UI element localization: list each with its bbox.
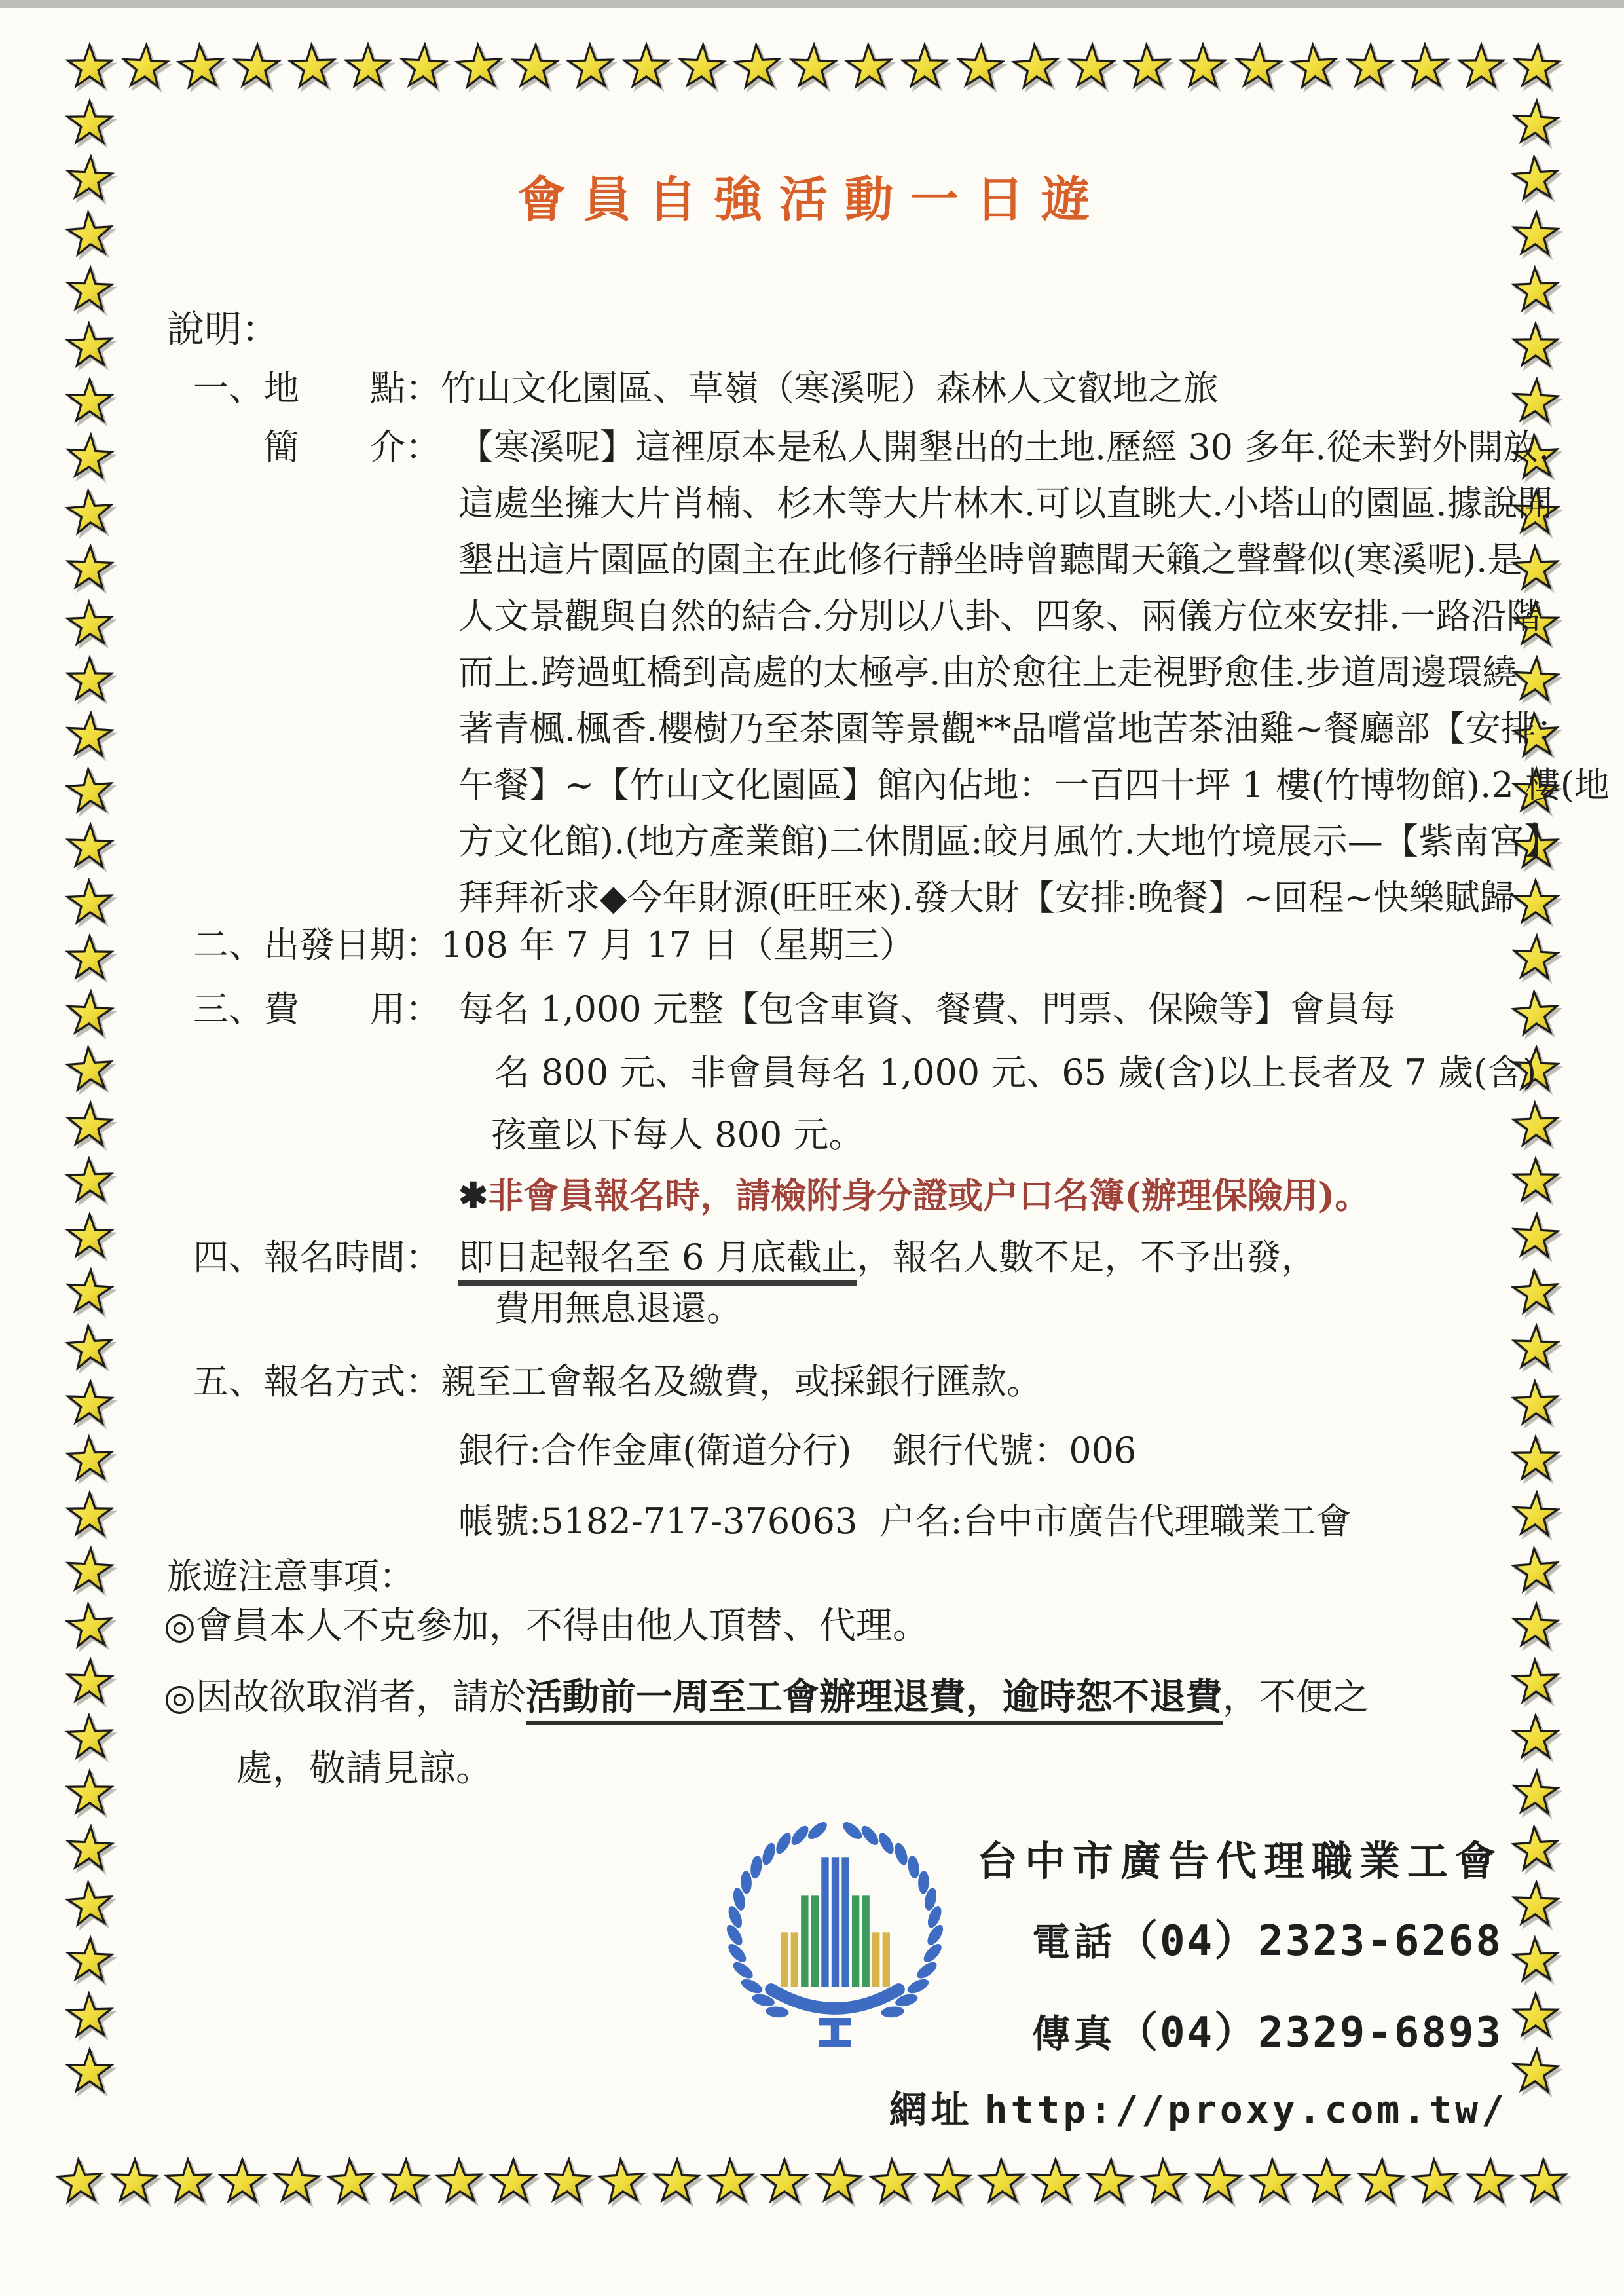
star-icon [1511, 1879, 1561, 1930]
star-icon [1510, 932, 1561, 983]
star-icon [64, 1878, 116, 1930]
star-icon [65, 933, 114, 982]
star-icon [64, 431, 115, 482]
star-icon [65, 543, 115, 593]
star-icon [1510, 1823, 1562, 1875]
star-icon [287, 41, 338, 92]
star-icon [900, 42, 949, 90]
star-icon [1510, 375, 1561, 426]
star-icon [976, 2156, 1027, 2207]
star-icon [232, 41, 282, 92]
star-icon [1519, 2156, 1569, 2207]
star-icon [813, 2155, 864, 2207]
fax-row [1032, 1999, 1503, 2059]
star-icon [65, 1434, 115, 1484]
intro-label: 簡 介： [193, 426, 441, 468]
note2-suffix: ，不便之 [1222, 1676, 1369, 1719]
star-icon [1510, 1266, 1562, 1318]
note-item-2-line2: 處，敬請見諒。 [236, 1747, 492, 1790]
star-icon [1511, 1991, 1560, 2040]
star-icon [1084, 2155, 1135, 2207]
star-icon [109, 2156, 160, 2207]
star-icon [380, 2156, 431, 2207]
intro-line: 這處坐擁大片肖楠、杉木等大片林木.可以直眺大.小塔山的園區.據說開 [458, 483, 1553, 524]
notes-header: 旅遊注意事項： [167, 1556, 415, 1597]
star-icon [65, 1100, 115, 1150]
phone-label: 電話 [1032, 1920, 1116, 1964]
note-item-2 [164, 1674, 1369, 1721]
star-icon [1511, 1713, 1560, 1761]
row-location [193, 365, 1219, 411]
star-icon [1289, 41, 1340, 92]
note-item-1: ◎會員本人不克參加，不得由他人頂替、代理。 [164, 1605, 929, 1647]
bank-code: 銀行代號：006 [892, 1430, 1137, 1471]
star-icon [1510, 2045, 1561, 2097]
star-icon [54, 2155, 106, 2207]
star-icon [398, 41, 449, 92]
star-icon [64, 1266, 115, 1317]
star-icon [64, 1600, 116, 1652]
star-icon [788, 41, 839, 92]
star-icon [1356, 2155, 1407, 2207]
star-icon [542, 2155, 593, 2207]
star-icon [434, 2156, 485, 2207]
star-icon [64, 709, 115, 760]
star-icon [64, 1043, 116, 1095]
intro-lines [458, 424, 1610, 931]
star-icon [65, 98, 114, 147]
phone-number: （04）2323-6268 [1116, 1917, 1503, 1966]
asterisk-icon: ✱ [458, 1174, 489, 1216]
star-icon [1247, 2156, 1298, 2207]
bank-line2 [458, 1499, 1352, 1544]
star-icon [652, 2156, 702, 2207]
fee-label: 三、費 用： [193, 988, 441, 1030]
star-icon [1139, 2155, 1190, 2207]
star-icon [64, 1544, 115, 1595]
star-icon [622, 42, 671, 90]
logo-base-arc [771, 1989, 899, 2008]
bank-account: 帳號:5182-717-376063 [458, 1501, 858, 1542]
signup-time-label: 四、報名時間： [193, 1237, 441, 1278]
star-icon [65, 1935, 115, 1985]
star-icon [566, 41, 616, 92]
star-icon [1122, 41, 1173, 92]
star-icon [1510, 988, 1562, 1039]
deadline-rest: ，報名人數不足，不予出發， [857, 1237, 1317, 1278]
insurance-note-text: 非會員報名時，請檢附身分證或户口名簿(辦理保險用)。 [488, 1174, 1371, 1216]
star-icon [175, 41, 227, 92]
star-icon [1233, 41, 1284, 92]
star-icon [65, 1155, 115, 1206]
star-icon [676, 41, 728, 92]
star-icon [65, 1768, 114, 1817]
star-icon [120, 41, 171, 92]
star-icon [64, 988, 115, 1039]
star-icon [65, 655, 114, 703]
location-label: 一、地 點： [193, 367, 441, 409]
star-icon [1457, 42, 1505, 90]
star-icon [1511, 1100, 1561, 1150]
star-icon [923, 2156, 973, 2207]
fee-line1: 每名 1,000 元整【包含車資、餐費、門票、保險等】會員每 [458, 988, 1395, 1030]
star-icon [218, 2157, 267, 2205]
star-icon [1511, 1156, 1560, 1204]
intro-line: 人文景觀與自然的結合.分別以八卦、四象、兩儀方位來安排.一路沿階 [458, 595, 1542, 637]
star-icon [65, 42, 114, 90]
website-url: http://proxy.com.tw/ [984, 2087, 1507, 2132]
star-icon [454, 41, 506, 92]
star-icon [1511, 321, 1560, 369]
star-icon [1401, 41, 1451, 92]
row-date [193, 922, 915, 968]
star-icon [271, 2155, 322, 2207]
star-icon [955, 41, 1006, 92]
star-icon [1465, 2156, 1515, 2207]
signup-time-line1 [458, 1235, 1317, 1280]
org-name: 台中市廣告代理職業工會 [976, 1837, 1503, 1885]
note2-prefix: ◎因故欲取消者，請於 [164, 1676, 526, 1719]
star-icon [1510, 97, 1561, 148]
star-icon [1179, 42, 1227, 90]
star-icon [1345, 41, 1395, 92]
star-icon [344, 42, 392, 90]
union-logo [712, 1816, 957, 2074]
logo-base-glyph [819, 2018, 851, 2047]
star-icon [1511, 1656, 1561, 1707]
star-icon [65, 320, 115, 371]
date-label: 二、出發日期： [193, 924, 441, 965]
star-icon [1194, 2156, 1244, 2207]
fee-line2: 名 800 元、非會員每名 1,000 元、65 歲(含)以上長者及 7 歲(含) [494, 1052, 1537, 1093]
bank-line1 [458, 1428, 1136, 1474]
website-label: 網址 [889, 2087, 973, 2132]
star-icon [65, 1712, 115, 1763]
bank-account-name: 户名:台中市廣告代理職業工會 [879, 1501, 1352, 1542]
note2-underlined: 活動前一周至工會辦理退費，逾時恕不退費 [526, 1675, 1223, 1725]
bank-name: 銀行:合作金庫(衛道分行) [458, 1430, 852, 1471]
star-icon [65, 377, 114, 425]
intro-line: 方文化館).(地方產業館)二休閒區:皎月風竹.大地竹境展示—【紫南宮】 [458, 821, 1560, 862]
star-icon [65, 2047, 114, 2095]
star-icon [64, 487, 116, 538]
row-method [193, 1359, 1042, 1405]
star-icon [760, 2157, 809, 2205]
intro-line: 【寒溪呢】這裡原本是私人開墾出的土地.歷經 30 多年.從未對外開放. [458, 426, 1550, 468]
method-label: 五、報名方式： [193, 1361, 441, 1402]
star-icon [732, 41, 784, 92]
intro-line: 墾出這片園區的園主在此修行靜坐時曾聽聞天籟之聲聲似(寒溪呢).是 [458, 539, 1523, 580]
star-icon [65, 1490, 114, 1539]
star-icon [510, 41, 561, 92]
star-icon [65, 1378, 115, 1428]
star-icon [1010, 41, 1062, 92]
location-text: 竹山文化園區、草嶺（寒溪呢）森林人文叡地之旅 [441, 367, 1219, 409]
intro-line: 午餐】~【竹山文化園區】館內佔地：一百四十坪 1 樓(竹博物館).2 樓(地 [458, 764, 1610, 806]
star-icon [1410, 2155, 1462, 2207]
intro-line: 而上.跨過虹橋到高處的太極亭.由於愈往上走視野愈佳.步道周邊環繞 [458, 652, 1518, 693]
star-icon [1511, 265, 1561, 315]
intro-line: 著青楓.楓香.櫻樹乃至茶園等景觀**品嚐當地苦茶油雞~餐廳部【安排： [458, 708, 1572, 749]
star-icon [65, 599, 115, 649]
star-icon [65, 265, 115, 315]
page-title: 會員自強活動一日遊 [517, 172, 1107, 228]
star-icon [65, 1990, 115, 2041]
star-icon [489, 2157, 538, 2205]
star-icon [65, 1656, 115, 1707]
star-icon [1511, 1378, 1561, 1428]
signup-time-line2: 費用無息退還。 [494, 1288, 742, 1329]
star-icon [65, 877, 115, 927]
star-icon [65, 821, 115, 872]
fax-label: 傳真 [1032, 2011, 1116, 2056]
phone-row [1032, 1907, 1503, 1968]
logo-bars [781, 1857, 890, 1987]
star-icon [1511, 1322, 1561, 1373]
star-icon [868, 2155, 919, 2207]
star-icon [325, 2155, 377, 2207]
star-icon [1067, 41, 1117, 92]
star-icon [1510, 1544, 1562, 1596]
star-icon [1031, 2157, 1080, 2205]
date-text: 108 年 7 月 17 日（星期三） [441, 924, 915, 965]
star-icon [705, 2156, 756, 2207]
fee-line3: 孩童以下每人 800 元。 [491, 1114, 864, 1155]
website-row [889, 2079, 1507, 2134]
method-text: 親至工會報名及繳費，或採銀行匯款。 [441, 1361, 1042, 1402]
star-icon [1510, 1210, 1561, 1261]
fax-number: （04）2329-6893 [1116, 2009, 1503, 2057]
star-icon [64, 1322, 116, 1373]
star-icon [1511, 1601, 1561, 1651]
star-icon [1302, 2157, 1351, 2205]
star-icon [1511, 1434, 1560, 1483]
star-icon [163, 2156, 213, 2207]
star-icon [64, 1823, 115, 1874]
star-icon [64, 765, 116, 817]
insurance-note [458, 1172, 1370, 1219]
star-icon [1511, 41, 1562, 92]
star-icon [844, 41, 895, 92]
explain-heading: 說明： [167, 308, 279, 351]
star-icon [1511, 1935, 1561, 1985]
star-icon [1510, 1489, 1561, 1540]
deadline-underlined: 即日起報名至 6 月底截止 [458, 1237, 857, 1286]
intro-line: 拜拜祈求◆今年財源(旺旺來).發大財【安排:晚餐】~回程~快樂賦歸 [458, 877, 1515, 918]
star-icon [1510, 1767, 1561, 1818]
scan-edge [0, 0, 1624, 8]
star-icon [597, 2155, 648, 2207]
star-icon [65, 1212, 114, 1260]
